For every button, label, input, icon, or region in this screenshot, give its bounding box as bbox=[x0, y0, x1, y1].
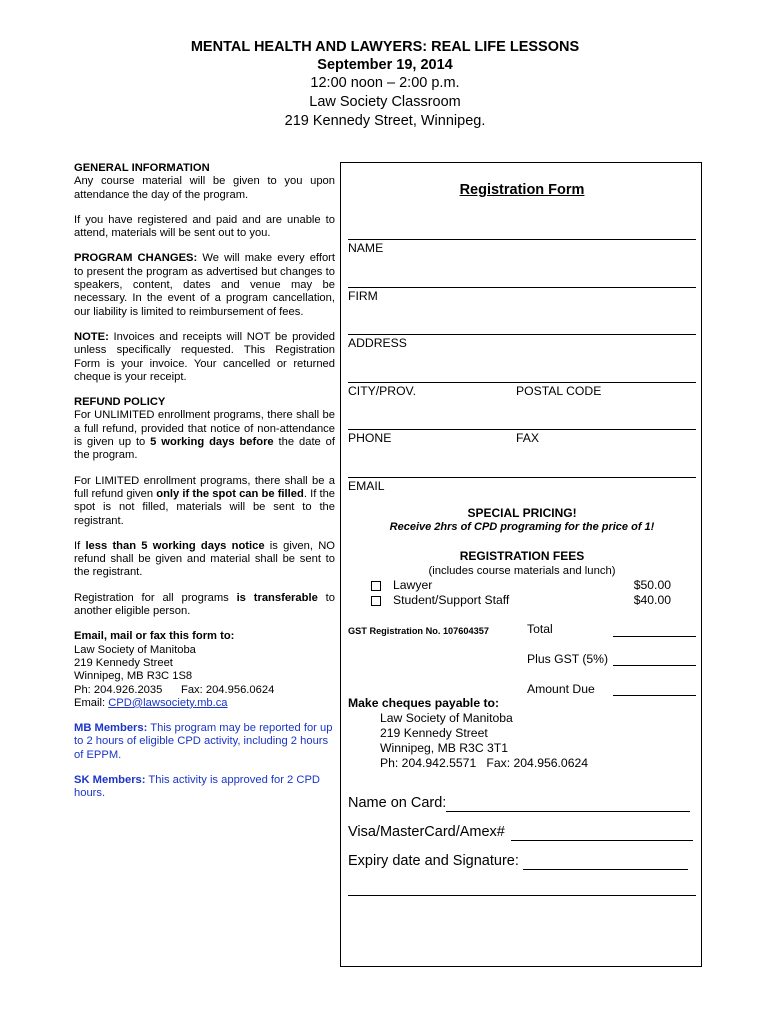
general-info-heading: GENERAL INFORMATION bbox=[74, 162, 210, 174]
phone-fax-field[interactable] bbox=[348, 429, 696, 430]
card-number-field[interactable] bbox=[511, 824, 693, 841]
refund-policy-heading: REFUND POLICY bbox=[74, 396, 166, 409]
lawyer-checkbox[interactable] bbox=[371, 581, 381, 591]
amount-due-field[interactable] bbox=[613, 695, 696, 696]
name-label: NAME bbox=[348, 241, 384, 255]
general-info-column bbox=[74, 162, 335, 813]
name-on-card-label: Name on Card: bbox=[348, 795, 447, 811]
email-label: EMAIL bbox=[348, 479, 385, 493]
expiry-signature-label: Expiry date and Signature: bbox=[348, 853, 519, 869]
fee-name: Student/Support Staff bbox=[393, 593, 510, 607]
contact-heading: Email, mail or fax this form to: bbox=[74, 630, 235, 643]
fee-price: $40.00 bbox=[633, 593, 671, 607]
student-checkbox[interactable] bbox=[371, 596, 381, 606]
event-time: 12:00 noon – 2:00 p.m. bbox=[310, 75, 460, 91]
expiry-signature-field[interactable] bbox=[523, 853, 688, 870]
event-venue: Law Society Classroom bbox=[309, 94, 461, 110]
registration-form bbox=[340, 162, 702, 967]
card-number-row bbox=[348, 824, 693, 841]
refund-limited: For LIMITED enrollment programs, there shall be a full refund given only if the spot can be filled. If the spot is not filled, materials will be sent to the registrant. bbox=[74, 474, 336, 527]
name-on-card-row bbox=[348, 795, 690, 812]
city-postal-field[interactable] bbox=[348, 382, 696, 383]
event-address: 219 Kennedy Street, Winnipeg. bbox=[284, 113, 486, 129]
document-title: MENTAL HEALTH AND LAWYERS: REAL LIFE LESSONS bbox=[190, 39, 580, 55]
name-field[interactable] bbox=[348, 239, 696, 240]
gst-registration-number: GST Registration No. 107604357 bbox=[348, 626, 489, 636]
registration-form-title: Registration Form bbox=[459, 182, 585, 198]
cheques-block: Make cheques payable to: Law Society of Manitoba 219 Kennedy Street Winnipeg, MB R3C 3T1 Ph: 204.942.5571 Fax: 204.956.0624 bbox=[348, 696, 589, 770]
general-info: GENERAL INFORMATION Any course material will be given to you upon attendance the day of the program. bbox=[74, 162, 335, 201]
fax-label: FAX bbox=[516, 431, 540, 445]
mb-members-note: MB Members: This program may be reported for up to 2 hours of eligible CPD activity, including 2 hours of EPPM. bbox=[74, 722, 333, 761]
name-on-card-field[interactable] bbox=[446, 795, 690, 812]
total-label: Total bbox=[527, 622, 553, 636]
cheques-heading: Make cheques payable to: bbox=[348, 696, 500, 710]
total-field[interactable] bbox=[613, 636, 696, 637]
sk-members-note: SK Members: This activity is approved for 2 CPD hours. bbox=[74, 773, 321, 800]
refund-late-notice: If less than 5 working days notice is given, NO refund shall be given and material shall be sent to the registrant. bbox=[74, 539, 335, 579]
postal-code-label: POSTAL CODE bbox=[516, 384, 602, 398]
email-field[interactable] bbox=[348, 477, 696, 478]
gst-field[interactable] bbox=[613, 665, 696, 666]
expiry-signature-row bbox=[348, 853, 688, 870]
program-changes: PROGRAM CHANGES: We will make every effort to present the program as advertised but changes to speakers, content, dates and venue may be necessary. In the event of a program cancellation, our liability is limited to reimbursement of fees. bbox=[74, 252, 336, 318]
invoice-note: NOTE: Invoices and receipts will NOT be provided unless specifically requested. This Registration Form is your invoice. Your cancelled or returned cheque is your receipt. bbox=[74, 330, 335, 383]
registered-info: If you have registered and paid and are unable to attend, materials will be sent out to you. bbox=[74, 213, 335, 240]
document-header bbox=[0, 38, 770, 131]
firm-label: FIRM bbox=[348, 289, 378, 303]
fee-row-lawyer bbox=[371, 578, 671, 593]
signature-line[interactable] bbox=[348, 895, 696, 896]
contact-email-link[interactable]: CPD@lawsociety.mb.ca bbox=[108, 696, 228, 709]
special-pricing-subtitle: Receive 2hrs of CPD programing for the price of 1! bbox=[389, 521, 655, 533]
card-type-label: Visa/MasterCard/Amex# bbox=[348, 824, 505, 840]
firm-field[interactable] bbox=[348, 287, 696, 288]
address-field[interactable] bbox=[348, 334, 696, 335]
city-prov-label: CITY/PROV. bbox=[348, 384, 416, 398]
refund-unlimited: REFUND POLICY For UNLIMITED enrollment programs, there shall be a full refund, provided that notice of non-attendance is given up to 5 working days before the date of the program. bbox=[74, 396, 335, 462]
registration-fees-subtitle: (includes course materials and lunch) bbox=[428, 565, 616, 577]
phone-label: PHONE bbox=[348, 431, 392, 445]
fee-price: $50.00 bbox=[633, 578, 671, 592]
event-date: September 19, 2014 bbox=[317, 57, 453, 73]
fee-row-student bbox=[371, 593, 671, 608]
contact-block: Email, mail or fax this form to: Law Society of Manitoba 219 Kennedy Street Winnipeg, MB R3C 1S8 Ph: 204.926.2035 Fax: 204.956.0624 Email: CPD@lawsociety.mb.ca bbox=[74, 630, 335, 710]
fee-name: Lawyer bbox=[393, 578, 433, 592]
amount-due-label: Amount Due bbox=[527, 682, 595, 696]
transfer-policy: Registration for all programs is transferable to another eligible person. bbox=[74, 591, 335, 618]
special-pricing-title: SPECIAL PRICING! bbox=[467, 506, 577, 520]
registration-fees-title: REGISTRATION FEES bbox=[459, 549, 585, 563]
address-label: ADDRESS bbox=[348, 336, 407, 350]
plus-gst-label: Plus GST (5%) bbox=[527, 652, 609, 666]
